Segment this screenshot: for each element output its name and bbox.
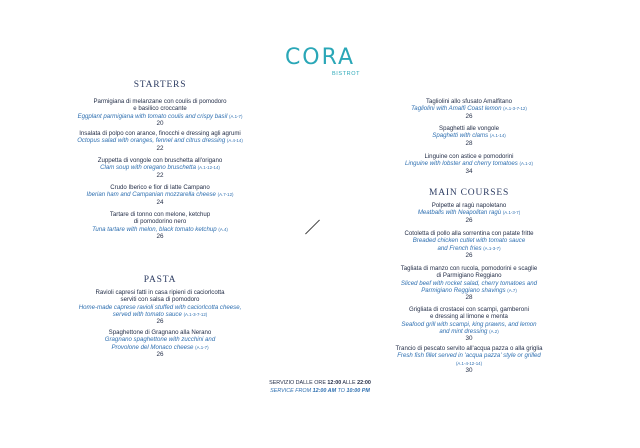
dish-name-it: Zuppetta di vongole con bruschetta all'origano (97, 157, 223, 164)
allergen-code: (A.1-12-14) (197, 165, 220, 171)
dish-name-en: Gragnano spaghettone with zucchini and Provolone del Monaco cheese (A.1-7) (104, 336, 216, 351)
dish-price: 34 (465, 167, 473, 175)
dish-price: 30 (465, 335, 473, 343)
dish-name-en: Home-made caprese ravioli stuffed with caciorlcotta cheese, served with tomato sauce (A.1-3-7-12) (78, 303, 242, 318)
allergen-code: (A.1-14) (489, 133, 506, 139)
dish-price: 26 (465, 216, 473, 224)
service-hours-it: SERVIZIO DALLE ORE 12:00 ALLE 22:00 (269, 380, 371, 386)
allergen-code: (A.1-3-7-12) (183, 311, 208, 317)
pasta-title: PASTA (143, 275, 177, 285)
divider-slash (305, 220, 320, 235)
allergen-code: (A.1-3-7) (502, 210, 521, 216)
dish-name-it: Polpette al ragù napoletano (431, 202, 507, 209)
menu-item (60, 184, 260, 207)
dish-name-it: Spaghettone di Gragnano alla Nerano (108, 329, 212, 336)
dish-name-en: Breaded chicken cutlet with tomato sauce and French fries (A.1-3-7) (412, 237, 526, 252)
menu-item (360, 153, 578, 176)
dish-price: 22 (156, 144, 164, 152)
menu-item (360, 230, 578, 260)
dish-price: 26 (465, 251, 473, 259)
allergen-code: (A.1-4-12-14) (455, 360, 483, 366)
dish-name-en: Clam soup with oregano bruschetta (A.1-12-14) (100, 164, 220, 172)
starters-title: STARTERS (133, 80, 187, 90)
dish-name-it: Crudo Iberico e fior di latte Campano (110, 184, 210, 191)
allergen-code: (A.1-2) (519, 161, 533, 167)
menu-item (360, 202, 578, 225)
allergen-code: (A.7) (507, 287, 517, 293)
dish-name-en: Tagliolini with Amalfi Coast lemon (A.1-3-7-12) (411, 105, 527, 113)
dish-name-en: Iberian ham and Campanian mozzarella cheese (A.7-12) (86, 191, 234, 199)
menu-item (60, 289, 260, 326)
menu-item (360, 125, 578, 148)
service-hours (0, 380, 640, 395)
dish-name-en: Sliced beef with rocket salad, cherry tomatoes and Parmigiano Reggiano shavings (A.7) (400, 279, 538, 294)
dish-name-en: Eggplant parmigiana with tomato coulis and crispy basil (A.1-7) (77, 112, 243, 120)
dish-price: 26 (156, 350, 164, 358)
dish-name-it: Cotoletta di pollo alla sorrentina con patate fritte (404, 230, 534, 237)
dish-name-it: Ravioli capresi fatti in casa ripieni di caciorlcotta serviti con salsa di pomodoro (95, 289, 225, 304)
menu-item (360, 306, 578, 343)
dish-price: 22 (156, 171, 164, 179)
dish-price: 28 (465, 139, 473, 147)
allergen-code: (A.4-14) (226, 138, 243, 144)
dish-name-it: Tagliata di manzo con rucola, pomodorini e scaglie di Parmigiano Reggiano (400, 265, 538, 280)
dish-name-it: Linguine con astice e pomodorini (424, 153, 514, 160)
menu-item (60, 329, 260, 359)
dish-name-en: Octopus salad with oranges, fennel and citrus dressing (A.4-14) (77, 137, 243, 145)
logo-subtitle: BISTROT (332, 71, 361, 77)
dish-price: 26 (156, 232, 164, 240)
menu-item (360, 265, 578, 302)
dish-name-it: Insalata di polpo con arance, finocchi e dressing agli agrumi (79, 130, 241, 137)
allergen-code: (A.4) (218, 226, 228, 232)
dish-name-it: Tartare di tonno con melone, ketchup di pomodorino nero (109, 211, 211, 226)
allergen-code: (A.1-7) (195, 344, 209, 350)
dish-name-it: Tagliolini allo sfusato Amalfitano (425, 98, 513, 105)
menu-item (360, 98, 578, 121)
allergen-code: (A.7-12) (217, 192, 234, 198)
dish-name-en: Seafood grill with scampi, king prawns, and lemon and mint dressing (A.2) (401, 320, 537, 335)
menu-item (360, 345, 578, 375)
dish-name-it: Parmigiana di melanzane con coulis di pomodoro e basilico croccante (93, 98, 227, 113)
dish-name-en: Spaghetti with clams (A.1-14) (432, 132, 506, 140)
dish-name-en: Meatballs with Neapolitan ragù (A.1-3-7) (417, 209, 521, 217)
menu-item (60, 130, 260, 153)
allergen-code: (A.1-3-7) (483, 245, 501, 251)
allergen-code: (A.2) (489, 328, 499, 334)
dish-name-it: Spaghetti alle vongole (439, 125, 499, 132)
allergen-code: (A.1-3-7-12) (503, 106, 527, 112)
logo (0, 45, 640, 77)
dish-price: 30 (465, 366, 473, 374)
menu-item (60, 157, 260, 180)
menu-item (60, 211, 260, 241)
menu-item (60, 98, 260, 128)
dish-price: 24 (156, 198, 164, 206)
allergen-code: (A.1-7) (229, 113, 243, 119)
dish-name-it: Grigliata di crostacei con scampi, gamberoni e dressing al limone e menta (409, 306, 529, 321)
dish-price: 26 (465, 112, 473, 120)
service-hours-en: SERVICE FROM 12:00 AM TO 10:00 PM (270, 387, 370, 394)
dish-name-en: Linguine with lobster and cherry tomatoes (A.1-2) (405, 160, 533, 168)
dish-name-it: Trancio di pescato servito all'acqua pazza o alla griglia (395, 345, 543, 352)
dish-price: 26 (156, 318, 164, 326)
dish-name-en: Fresh fish fillet served in 'acqua pazza' style or grilled (A.1-4-12-14) (397, 352, 541, 366)
main-courses-title: MAIN COURSES (428, 188, 510, 198)
dish-price: 28 (465, 294, 473, 302)
dish-price: 20 (156, 119, 164, 127)
dish-name-en: Tuna tartare with melon, black tomato ketchup (A.4) (92, 225, 228, 233)
logo-name: CORA (284, 45, 356, 70)
